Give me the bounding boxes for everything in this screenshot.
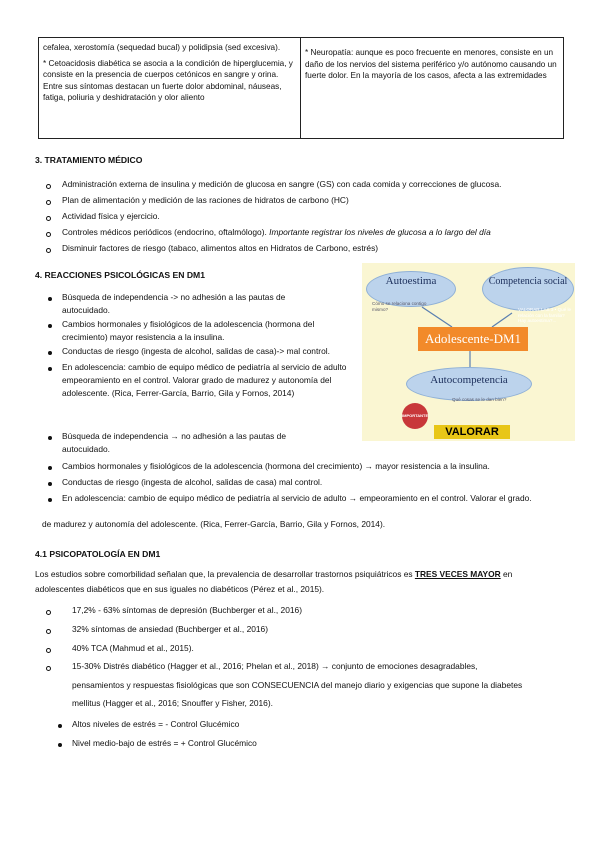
autoestima-label: Autoestima [385,275,437,287]
list-item: Cambios hormonales y fisiológicos de la adolescencia (hormona del crecimiento) mayor resistencia a la insulina. [62,319,315,342]
section41-heading: 4.1 PSICOPATOLOGÍA EN DM1 [35,549,161,559]
list-item: En adolescencia: cambio de equipo médico de pediatría al servicio de adulto empeoramiento en el control. Valorar grado de madurez y autonomía del adolescente. (Rica, Ferrer-García, Barrio, Gila y Fornos, 2014) [62,362,347,398]
list-item-italic: Importante registrar los niveles de glucosa a lo largo del día [269,227,491,237]
competencia-label: Competencia social [488,276,568,287]
list-item: Administración externa de insulina y medición de glucosa en sangre (GS) con cada comida y correcciones de glucosa. [62,179,502,189]
list-item: Plan de alimentación y medición de las raciones de hidratos de carbono (HC) [62,195,349,205]
list-item: Disminuir factores de riesgo (tabaco, alimentos altos en Hidratos de Carbono, estrés) [62,243,379,253]
list-item-text: Controles médicos periódicos (endocrino, oftalmólogo). [62,227,267,237]
table-left-p1: cefalea, xerostomía (sequedad bucal) y polidipsia (sed excesiva). [43,43,281,52]
list-item: 17,2% - 63% síntomas de depresión (Buchberger et al., 2016) [72,605,302,615]
list-item: Búsqueda de independencia → no adhesión a las pautas de autocuidado. [62,431,286,454]
circle-bullet-icon [46,648,51,653]
circle-bullet-icon [46,184,51,189]
table-cell-right [305,47,557,86]
list-item: Conductas de riesgo (ingesta de alcohol, salidas de casa) mal control. [62,477,323,487]
dot-bullet-icon [48,351,52,355]
list-item: 15-30% Distrés diabético (Hagger et al., 2016; Phelan et al., 2018) → conjunto de emociones desagradables, [72,661,478,671]
dot-bullet-icon [48,466,52,470]
arrow-line [492,313,512,327]
autocompetencia-label: Autocompetencia [430,374,508,386]
question-note: Qué cosas se le dan bien? [452,397,507,402]
list-item: 32% síntomas de ansiedad (Buchberger et al., 2016) [72,624,269,634]
dot-bullet-icon [48,436,52,440]
circle-bullet-icon [46,629,51,634]
table-cell-left [43,42,295,108]
importante-stamp: IMPORTANTE [402,403,428,429]
dot-bullet-icon [58,743,62,747]
list-item: En adolescencia: cambio de equipo médico de pediatría al servicio de adulto → empeoramiento en el control. Valorar el grado. [62,493,532,503]
list-item: Altos niveles de estrés = - Control Glucémico [72,719,240,729]
section3-heading: 3. TRATAMIENTO MÉDICO [35,155,143,165]
table-left-p2: * Cetoacidosis diabética se asocia a la condición de hiperglucemia, y consiste en la presencia de cuerpos cetónicos en sangre y orina. Entre sus síntomas destacan un fuerte dolor abdominal, náuseas, fatiga, poliuria y deshidratación y olor aliento [43,58,293,102]
dot-bullet-icon [48,297,52,301]
center-node: Adolescente-DM1 [418,327,528,351]
paragraph: de madurez y autonomía del adolescente. (Rica, Ferrer-García, Barrio, Gila y Fornos, 2014). [42,519,386,529]
list-item-continuation: pensamientos y respuestas fisiológicas que son CONSECUENCIA del manejo diario y exigencias que supone la diabetes [72,680,523,690]
intro-text: Los estudios sobre comorbilidad señalan que, la prevalencia de desarrollar trastornos psiquiátricos es [35,569,413,579]
question-note: VALORAR LAS 3 • Qué le relación con la familia? Hay autoestima?... [518,307,572,323]
list-item-continuation: mellitus (Hagger et al., 2016; Snouffer y Fisher, 2016). [72,698,273,708]
intro-text: en [503,569,513,579]
competencia-node [482,267,574,311]
table-right-p1: * Neuropatía: aunque es poco frecuente en menores, consiste en un daño de los nervios del sistema periférico y/o autónomo causando un fuerte dolor. En la mayoría de los casos, afecta a las extremidades [305,48,557,80]
intro-paragraph [35,568,575,581]
dot-bullet-icon [48,482,52,486]
list-item: 40% TCA (Mahmud et al., 2015). [72,643,194,653]
circle-bullet-icon [46,232,51,237]
section4-heading: 4. REACCIONES PSICOLÓGICAS EN DM1 [35,270,205,280]
dot-bullet-icon [48,498,52,502]
circle-bullet-icon [46,248,51,253]
dot-bullet-icon [58,724,62,728]
list-item: Nivel medio-bajo de estrés = + Control Glucémico [72,738,257,748]
list-item: Actividad física y ejercicio. [62,211,160,221]
adolescent-dm1-diagram [362,263,575,441]
table-divider [300,38,301,138]
list-item [62,226,577,239]
symptoms-table [38,37,564,139]
circle-bullet-icon [46,610,51,615]
intro-emphasis: TRES VECES MAYOR [414,569,501,579]
circle-bullet-icon [46,200,51,205]
circle-bullet-icon [46,666,51,671]
circle-bullet-icon [46,216,51,221]
dot-bullet-icon [48,324,52,328]
intro-paragraph-line2: adolescentes diabéticos que en sus iguales no diabéticos (Pérez et al., 2015). [35,584,325,594]
dot-bullet-icon [48,367,52,371]
valorar-label: VALORAR [434,425,510,439]
question-note: Cómo se relaciona contigo mismo? [372,301,427,312]
list-item: Cambios hormonales y fisiológicos de la adolescencia (hormona del crecimiento) → mayor resistencia a la insulina. [62,461,490,471]
autocompetencia-node [406,367,532,401]
list-item: Conductas de riesgo (ingesta de alcohol, salidas de casa)-> mal control. [62,346,330,356]
list-item: Búsqueda de independencia -> no adhesión a las pautas de autocuidado. [62,292,286,315]
